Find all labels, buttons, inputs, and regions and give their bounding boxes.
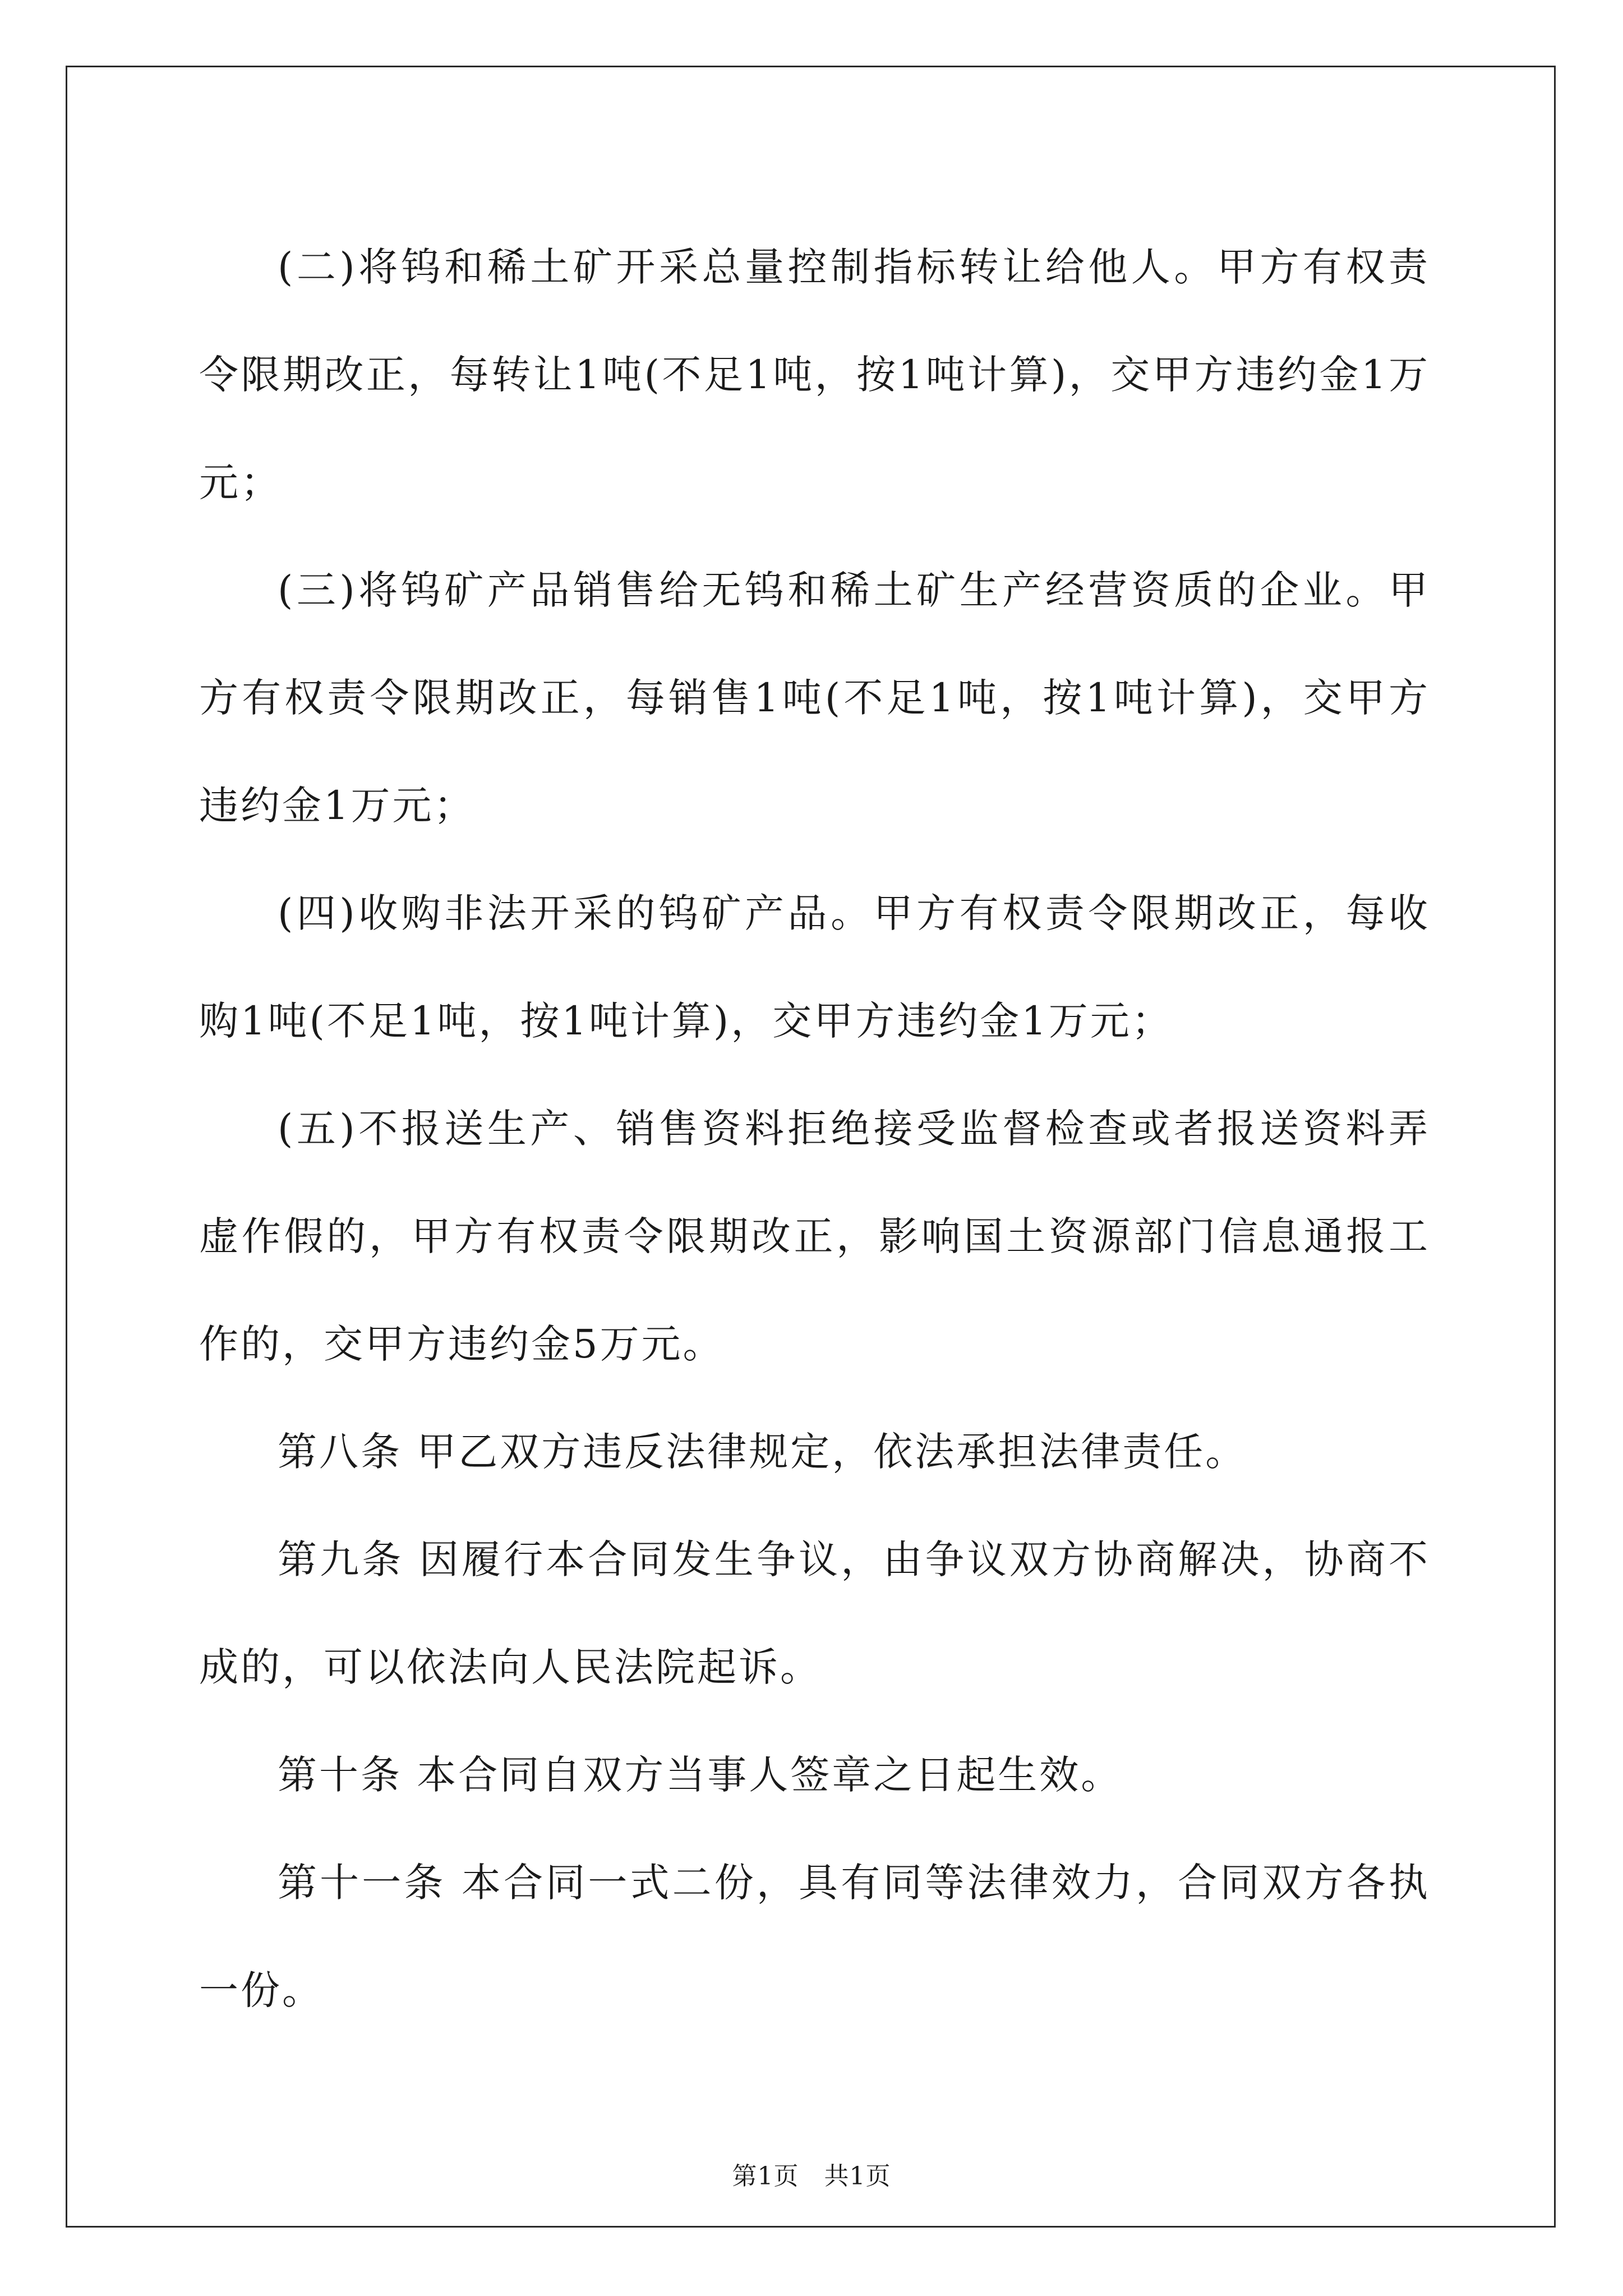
paragraph-clause-2: (二)将钨和稀土矿开采总量控制指标转让给他人。甲方有权责令限期改正，每转让1吨(不足1吨，按1吨计算)，交甲方违约金1万元； bbox=[199, 244, 1430, 505]
paragraph-article-11: 第十一条 本合同一式二份，具有同等法律效力，合同双方各执一份。 bbox=[199, 1860, 1430, 2013]
paragraph-article-8: 第八条 甲乙双方违反法律规定，依法承担法律责任。 bbox=[278, 1429, 1247, 1475]
paragraph-clause-4: (四)收购非法开采的钨矿产品。甲方有权责令限期改正，每收购1吨(不足1吨，按1吨计算)，交甲方违约金1万元； bbox=[199, 890, 1430, 1044]
page-footer bbox=[0, 2160, 1623, 2193]
current-page-label: 第1页 bbox=[732, 2162, 799, 2191]
total-pages-label: 共1页 bbox=[824, 2162, 891, 2191]
paragraph-article-10: 第十条 本合同自双方当事人签章之日起生效。 bbox=[278, 1752, 1123, 1798]
paragraph-article-9: 第九条 因履行本合同发生争议，由争议双方协商解决，协商不成的，可以依法向人民法院起诉。 bbox=[199, 1536, 1430, 1690]
paragraph-clause-3: (三)将钨矿产品销售给无钨和稀土矿生产经营资质的企业。甲方有权责令限期改正，每销售1吨(不足1吨，按1吨计算)，交甲方违约金1万元； bbox=[199, 567, 1430, 829]
document-body bbox=[199, 213, 1430, 2044]
paragraph-clause-5: (五)不报送生产、销售资料拒绝接受监督检查或者报送资料弄虚作假的，甲方有权责令限期改正，影响国土资源部门信息通报工作的，交甲方违约金5万元。 bbox=[199, 1106, 1430, 1367]
